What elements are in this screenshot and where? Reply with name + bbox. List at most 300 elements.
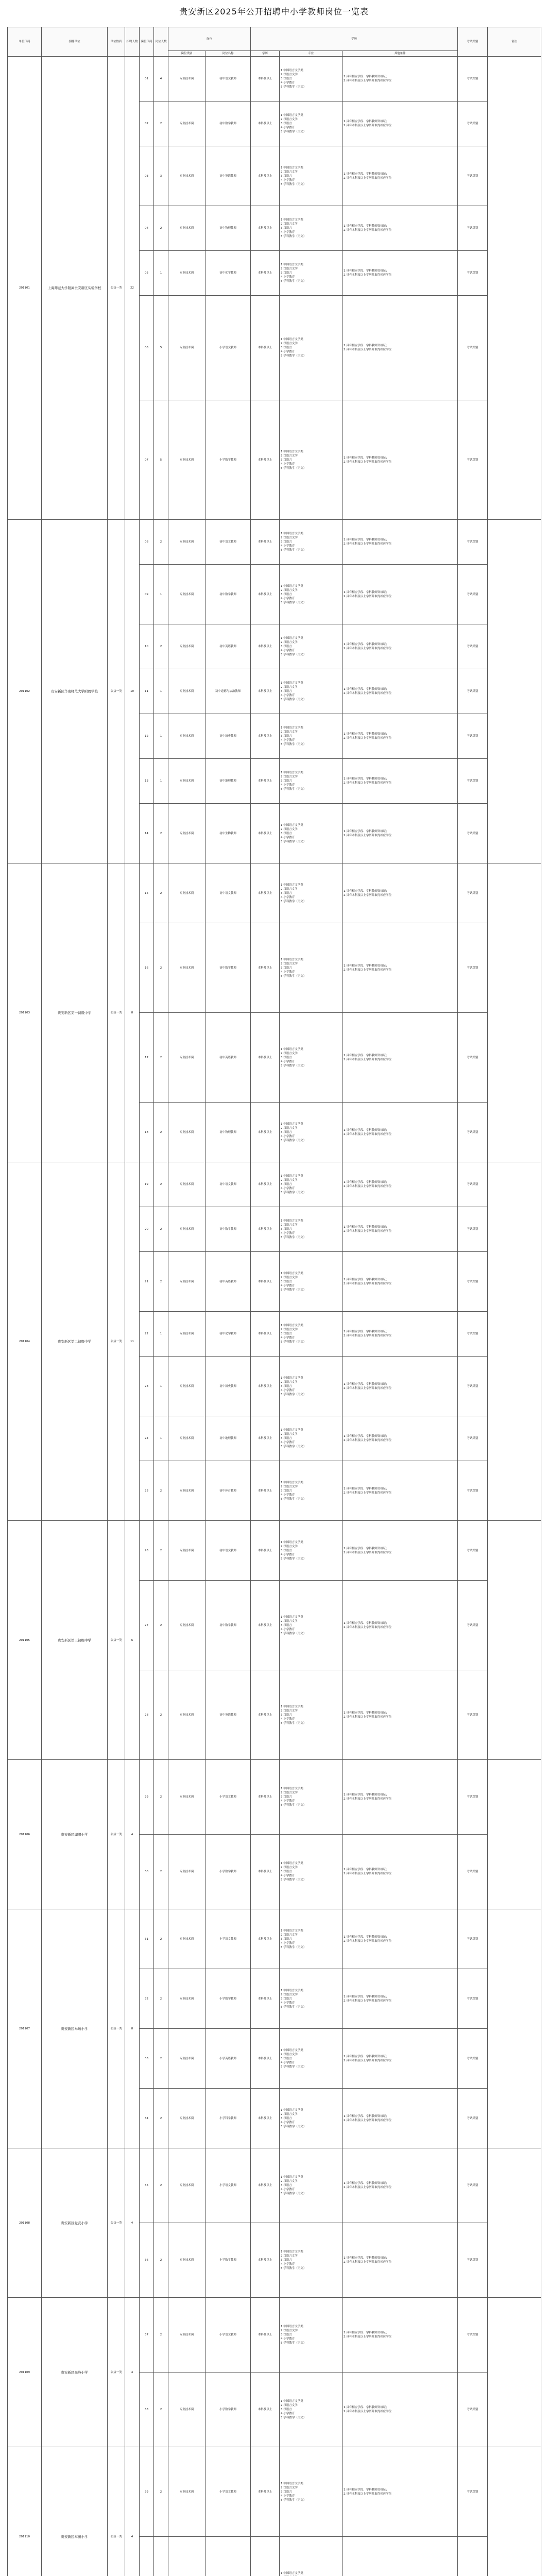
- exam-type-cell: 考试类别: [458, 1835, 488, 1909]
- unit-total-cell: 6: [125, 1521, 140, 1760]
- notes-cell: [488, 1162, 541, 1521]
- post-name-cell: 小学语文教师: [206, 1909, 251, 1969]
- major-cell: 1.中国语言文学类 2.汉语言文学 3.汉语言 4.小学教育 5.学科教学（语文）: [280, 624, 342, 669]
- requirements-cell: 1.具有相应学段、学科教师资格证； 2.具有本科及以上学历并取得相应学位: [342, 57, 458, 101]
- table-body: [8, 57, 541, 2576]
- unit-type-cell: 公益一类: [108, 520, 125, 863]
- document-title: 贵安新区2025年公开招聘中小学教师岗位一览表: [179, 7, 369, 16]
- post-name-cell: 小学数学教师: [206, 1835, 251, 1909]
- education-cell: 本科及以上: [251, 2372, 280, 2447]
- notes-cell: [488, 57, 541, 520]
- post-code-cell: 05: [140, 251, 154, 296]
- major-cell: 1.中国语言文学类 2.汉语言文学 3.汉语言 4.小学教育 5.学科教学（语文）: [280, 1521, 342, 1581]
- post-count-cell: 2: [154, 1162, 168, 1207]
- exam-type-cell: 考试类别: [458, 1357, 488, 1416]
- table-row: [8, 1162, 541, 1207]
- requirements-cell: 1.具有相应学段、学科教师资格证； 2.具有本科及以上学历并取得相应学位: [342, 1162, 458, 1207]
- notes-cell: [488, 2298, 541, 2447]
- table-row: [8, 1760, 541, 1835]
- post-name-cell: 小学语文教师: [206, 1760, 251, 1835]
- header-requirements: 其他条件: [342, 51, 458, 57]
- exam-type-cell: 考试类别: [458, 2447, 488, 2537]
- unit-name-cell: 上海师范大学附属贵安新区实验学校: [42, 57, 108, 520]
- education-cell: 本科及以上: [251, 146, 280, 206]
- exam-type-cell: 考试类别: [458, 863, 488, 923]
- post-name-cell: 小学语文教师: [206, 2298, 251, 2372]
- major-cell: 1.中国语言文学类 2.汉语言文学 3.汉语言 4.小学教育 5.学科教学（语文）: [280, 1207, 342, 1252]
- category-cell: 专业技术岗: [168, 863, 206, 923]
- exam-type-cell: 考试类别: [458, 1312, 488, 1357]
- post-count-cell: 2: [154, 1670, 168, 1760]
- exam-type-cell: 考试类别: [458, 101, 488, 146]
- post-code-cell: 12: [140, 714, 154, 759]
- unit-name-cell: 贵安新区第一初级中学: [42, 863, 108, 1162]
- requirements-cell: 1.具有相应学段、学科教师资格证； 2.具有本科及以上学历并取得相应学位: [342, 923, 458, 1013]
- unit-type-cell: 公益一类: [108, 863, 125, 1162]
- exam-type-cell: 考试类别: [458, 251, 488, 296]
- category-cell: 专业技术岗: [168, 1760, 206, 1835]
- education-cell: 本科及以上: [251, 2447, 280, 2537]
- requirements-cell: 1.具有相应学段、学科教师资格证； 2.具有本科及以上学历并取得相应学位: [342, 2029, 458, 2089]
- requirements-cell: 1.具有相应学段、学科教师资格证； 2.具有本科及以上学历并取得相应学位: [342, 1312, 458, 1357]
- post-code-cell: 11: [140, 669, 154, 714]
- category-cell: 专业技术岗: [168, 669, 206, 714]
- unit-total-cell: 22: [125, 57, 140, 520]
- major-cell: 1.中国语言文学类 2.汉语言文学 3.汉语言 4.小学教育 5.学科教学（语文）: [280, 146, 342, 206]
- post-name-cell: 初中数学教师: [206, 565, 251, 624]
- header-count: 招聘人数: [125, 27, 140, 57]
- exam-type-cell: 考试类别: [458, 1162, 488, 1207]
- unit-code-cell: 201109: [8, 2298, 42, 2447]
- post-name-cell: 初中历史教师: [206, 1357, 251, 1416]
- exam-type-cell: 考试类别: [458, 923, 488, 1013]
- major-cell: 1.中国语言文学类 2.汉语言文学 3.汉语言 4.小学教育 5.学科教学（语文）: [280, 1162, 342, 1207]
- education-cell: 本科及以上: [251, 2148, 280, 2223]
- unit-code-cell: 201102: [8, 520, 42, 863]
- exam-type-cell: 考试类别: [458, 2223, 488, 2298]
- major-cell: 1.中国语言文学类 2.汉语言文学 3.汉语言 4.小学教育 5.学科教学（语文）: [280, 57, 342, 101]
- education-cell: 本科及以上: [251, 923, 280, 1013]
- post-name-cell: 小学数学教师: [206, 2223, 251, 2298]
- unit-type-cell: 公益一类: [108, 1521, 125, 1760]
- exam-type-cell: 考试类别: [458, 1909, 488, 1969]
- post-code-cell: 37: [140, 2298, 154, 2372]
- post-count-cell: 2: [154, 1252, 168, 1312]
- unit-total-cell: 8: [125, 863, 140, 1162]
- header-unit-code: 单位代码: [8, 27, 42, 57]
- category-cell: 专业技术岗: [168, 1252, 206, 1312]
- major-cell: 1.中国语言文学类 2.汉语言文学 3.汉语言 4.小学教育 5.学科教学（语文）: [280, 714, 342, 759]
- major-cell: 1.中国语言文学类 2.汉语言文学 3.汉语言 4.小学教育 5.学科教学（语文）: [280, 2148, 342, 2223]
- category-cell: 专业技术岗: [168, 520, 206, 565]
- requirements-cell: 1.具有相应学段、学科教师资格证； 2.具有本科及以上学历并取得相应学位: [342, 714, 458, 759]
- category-cell: 专业技术岗: [168, 1207, 206, 1252]
- post-code-cell: 10: [140, 624, 154, 669]
- post-name-cell: 小学英语教师: [206, 2029, 251, 2089]
- education-cell: 本科及以上: [251, 1162, 280, 1207]
- category-cell: 专业技术岗: [168, 206, 206, 251]
- post-count-cell: 2: [154, 2372, 168, 2447]
- major-cell: 1.中国语言文学类 2.汉语言文学 3.汉语言 4.小学教育 5.学科教学（语文）: [280, 1835, 342, 1909]
- exam-type-cell: 考试类别: [458, 1461, 488, 1521]
- table-row: [8, 2447, 541, 2537]
- post-code-cell: 34: [140, 2089, 154, 2148]
- category-cell: 专业技术岗: [168, 714, 206, 759]
- post-count-cell: 2: [154, 2029, 168, 2089]
- post-count-cell: 3: [154, 146, 168, 206]
- requirements-cell: 1.具有相应学段、学科教师资格证； 2.具有本科及以上学历并取得相应学位: [342, 1252, 458, 1312]
- post-code-cell: 06: [140, 296, 154, 400]
- education-cell: 本科及以上: [251, 2223, 280, 2298]
- major-cell: 1.中国语言文学类 2.汉语言文学 3.汉语言 4.小学教育 5.学科教学（语文）: [280, 1013, 342, 1103]
- post-name-cell: 小学语文教师: [206, 2447, 251, 2537]
- education-cell: 本科及以上: [251, 2029, 280, 2089]
- post-count-cell: 2: [154, 1581, 168, 1670]
- post-count-cell: 2: [154, 101, 168, 146]
- exam-type-cell: 考试类别: [458, 669, 488, 714]
- exam-type-cell: 考试类别: [458, 1670, 488, 1760]
- post-count-cell: 2: [154, 1207, 168, 1252]
- post-name-cell: 初中数学教师: [206, 101, 251, 146]
- major-cell: 1.中国语言文学类: [280, 2537, 342, 2576]
- header-exam-type: 考试类别: [458, 27, 488, 57]
- requirements-cell: 1.具有相应学段、学科教师资格证； 2.具有本科及以上学历并取得相应学位: [342, 1760, 458, 1835]
- post-count-cell: 1: [154, 1416, 168, 1461]
- education-cell: 本科及以上: [251, 1252, 280, 1312]
- education-cell: 本科及以上: [251, 1670, 280, 1760]
- education-cell: 本科及以上: [251, 296, 280, 400]
- requirements-cell: 1.具有相应学段、学科教师资格证； 2.具有本科及以上学历并取得相应学位: [342, 1103, 458, 1162]
- requirements-cell: 1.具有相应学段、学科教师资格证； 2.具有本科及以上学历并取得相应学位: [342, 101, 458, 146]
- table-row: [8, 1909, 541, 1969]
- post-count-cell: 5: [154, 296, 168, 400]
- unit-type-cell: 公益一类: [108, 1162, 125, 1521]
- requirements-cell: [342, 2537, 458, 2576]
- post-code-cell: 38: [140, 2372, 154, 2447]
- category-cell: 专业技术岗: [168, 2089, 206, 2148]
- category-cell: 专业技术岗: [168, 1581, 206, 1670]
- unit-type-cell: 公益一类: [108, 57, 125, 520]
- exam-type-cell: 考试类别: [458, 624, 488, 669]
- requirements-cell: 1.具有相应学段、学科教师资格证； 2.具有本科及以上学历并取得相应学位: [342, 2223, 458, 2298]
- exam-type-cell: 考试类别: [458, 2029, 488, 2089]
- education-cell: 本科及以上: [251, 1461, 280, 1521]
- education-cell: 本科及以上: [251, 624, 280, 669]
- post-code-cell: 04: [140, 206, 154, 251]
- unit-total-cell: 4: [125, 2447, 140, 2576]
- exam-type-cell: 考试类别: [458, 296, 488, 400]
- unit-type-cell: 公益一类: [108, 1760, 125, 1909]
- unit-code-cell: 201105: [8, 1521, 42, 1760]
- requirements-cell: 1.具有相应学段、学科教师资格证； 2.具有本科及以上学历并取得相应学位: [342, 863, 458, 923]
- post-name-cell: 初中物理教师: [206, 1103, 251, 1162]
- post-name-cell: 初中物理教师: [206, 206, 251, 251]
- exam-type-cell: 考试类别: [458, 1416, 488, 1461]
- unit-total-cell: 4: [125, 1760, 140, 1909]
- requirements-cell: 1.具有相应学段、学科教师资格证； 2.具有本科及以上学历并取得相应学位: [342, 2372, 458, 2447]
- notes-cell: [488, 1521, 541, 1760]
- requirements-cell: 1.具有相应学段、学科教师资格证； 2.具有本科及以上学历并取得相应学位: [342, 2298, 458, 2372]
- post-count-cell: 2: [154, 863, 168, 923]
- post-name-cell: 初中语文教师: [206, 1521, 251, 1581]
- post-code-cell: 27: [140, 1581, 154, 1670]
- requirements-cell: 1.具有相应学段、学科教师资格证； 2.具有本科及以上学历并取得相应学位: [342, 1581, 458, 1670]
- category-cell: 专业技术岗: [168, 2148, 206, 2223]
- post-code-cell: 22: [140, 1312, 154, 1357]
- exam-type-cell: 考试类别: [458, 2148, 488, 2223]
- unit-total-cell: 11: [125, 1162, 140, 1521]
- education-cell: 本科及以上: [251, 804, 280, 863]
- education-cell: 本科及以上: [251, 251, 280, 296]
- major-cell: 1.中国语言文学类 2.汉语言文学 3.汉语言 4.小学教育 5.学科教学（语文）: [280, 520, 342, 565]
- notes-cell: [488, 520, 541, 863]
- exam-type-cell: 考试类别: [458, 565, 488, 624]
- post-code-cell: 24: [140, 1416, 154, 1461]
- major-cell: 1.中国语言文学类 2.汉语言文学 3.汉语言 4.小学教育 5.学科教学（语文）: [280, 1252, 342, 1312]
- requirements-cell: 1.具有相应学段、学科教师资格证； 2.具有本科及以上学历并取得相应学位: [342, 1461, 458, 1521]
- header-category: 岗位类别: [168, 51, 206, 57]
- unit-name-cell: 贵安新区第二初级中学: [42, 1162, 108, 1521]
- requirements-cell: 1.具有相应学段、学科教师资格证； 2.具有本科及以上学历并取得相应学位: [342, 1969, 458, 2029]
- table-row: [8, 2298, 541, 2372]
- post-name-cell: 小学语文教师: [206, 2148, 251, 2223]
- post-code-cell: 36: [140, 2223, 154, 2298]
- post-code-cell: [140, 2537, 154, 2576]
- post-code-cell: 28: [140, 1670, 154, 1760]
- post-code-cell: 30: [140, 1835, 154, 1909]
- post-count-cell: 2: [154, 1013, 168, 1103]
- education-cell: 本科及以上: [251, 520, 280, 565]
- exam-type-cell: 考试类别: [458, 1103, 488, 1162]
- category-cell: 专业技术岗: [168, 1103, 206, 1162]
- unit-code-cell: 201103: [8, 863, 42, 1162]
- major-cell: 1.中国语言文学类 2.汉语言文学 3.汉语言 4.小学教育 5.学科教学（语文）: [280, 1670, 342, 1760]
- exam-type-cell: 考试类别: [458, 206, 488, 251]
- post-count-cell: 2: [154, 2447, 168, 2537]
- post-count-cell: 1: [154, 251, 168, 296]
- post-count-cell: 2: [154, 2223, 168, 2298]
- exam-type-cell: 考试类别: [458, 520, 488, 565]
- post-code-cell: 33: [140, 2029, 154, 2089]
- major-cell: 1.中国语言文学类 2.汉语言文学 3.汉语言 4.小学教育 5.学科教学（语文）: [280, 1416, 342, 1461]
- exam-type-cell: 考试类别: [458, 57, 488, 101]
- requirements-cell: 1.具有相应学段、学科教师资格证； 2.具有本科及以上学历并取得相应学位: [342, 2148, 458, 2223]
- post-count-cell: 4: [154, 57, 168, 101]
- unit-code-cell: 201107: [8, 1909, 42, 2148]
- post-count-cell: 1: [154, 1357, 168, 1416]
- requirements-cell: 1.具有相应学段、学科教师资格证； 2.具有本科及以上学历并取得相应学位: [342, 1521, 458, 1581]
- post-name-cell: 初中数学教师: [206, 1207, 251, 1252]
- post-name-cell: 小学数学教师: [206, 400, 251, 520]
- post-count-cell: 1: [154, 669, 168, 714]
- unit-code-cell: 201101: [8, 57, 42, 520]
- requirements-cell: 1.具有相应学段、学科教师资格证； 2.具有本科及以上学历并取得相应学位: [342, 251, 458, 296]
- category-cell: 专业技术岗: [168, 759, 206, 804]
- post-count-cell: 1: [154, 759, 168, 804]
- post-code-cell: 35: [140, 2148, 154, 2223]
- unit-name-cell: 贵安新区高峰小学: [42, 2298, 108, 2447]
- post-count-cell: 2: [154, 2089, 168, 2148]
- category-cell: 专业技术岗: [168, 1162, 206, 1207]
- education-cell: 本科及以上: [251, 101, 280, 146]
- unit-total-cell: 4: [125, 2148, 140, 2298]
- category-cell: 专业技术岗: [168, 1670, 206, 1760]
- requirements-cell: 1.具有相应学段、学科教师资格证； 2.具有本科及以上学历并取得相应学位: [342, 400, 458, 520]
- major-cell: 1.中国语言文学类 2.汉语言文学 3.汉语言 4.小学教育 5.学科教学（语文）: [280, 1909, 342, 1969]
- post-name-cell: 初中化学教师: [206, 1312, 251, 1357]
- major-cell: 1.中国语言文学类 2.汉语言文学 3.汉语言 4.小学教育 5.学科教学（语文）: [280, 2223, 342, 2298]
- category-cell: 专业技术岗: [168, 1909, 206, 1969]
- exam-type-cell: 考试类别: [458, 1013, 488, 1103]
- post-name-cell: 初中语文教师: [206, 57, 251, 101]
- notes-cell: [488, 863, 541, 1162]
- post-code-cell: 19: [140, 1162, 154, 1207]
- major-cell: 1.中国语言文学类 2.汉语言文学 3.汉语言 4.小学教育 5.学科教学（语文）: [280, 669, 342, 714]
- post-name-cell: 初中地理教师: [206, 759, 251, 804]
- requirements-cell: 1.具有相应学段、学科教师资格证； 2.具有本科及以上学历并取得相应学位: [342, 1357, 458, 1416]
- table-row: [8, 863, 541, 923]
- category-cell: 专业技术岗: [168, 1521, 206, 1581]
- exam-type-cell: 考试类别: [458, 1581, 488, 1670]
- unit-name-cell: 贵安新区湖潮小学: [42, 1760, 108, 1909]
- post-name-cell: 初中语文教师: [206, 520, 251, 565]
- category-cell: 专业技术岗: [168, 2029, 206, 2089]
- requirements-cell: 1.具有相应学段、学科教师资格证； 2.具有本科及以上学历并取得相应学位: [342, 1416, 458, 1461]
- exam-type-cell: [458, 2537, 488, 2576]
- education-cell: 本科及以上: [251, 1312, 280, 1357]
- major-cell: 1.中国语言文学类 2.汉语言文学 3.汉语言 4.小学教育 5.学科教学（语文）: [280, 759, 342, 804]
- notes-cell: [488, 1760, 541, 1909]
- education-cell: 本科及以上: [251, 57, 280, 101]
- requirements-cell: 1.具有相应学段、学科教师资格证； 2.具有本科及以上学历并取得相应学位: [342, 146, 458, 206]
- unit-name-cell: 贵安新区党武小学: [42, 2148, 108, 2298]
- unit-type-cell: 公益一类: [108, 1909, 125, 2148]
- requirements-cell: 1.具有相应学段、学科教师资格证； 2.具有本科及以上学历并取得相应学位: [342, 1013, 458, 1103]
- post-name-cell: 小学数学教师: [206, 2372, 251, 2447]
- major-cell: 1.中国语言文学类 2.汉语言文学 3.汉语言 4.小学教育 5.学科教学（语文）: [280, 1103, 342, 1162]
- post-name-cell: 初中英语教师: [206, 1252, 251, 1312]
- post-code-cell: 25: [140, 1461, 154, 1521]
- requirements-cell: 1.具有相应学段、学科教师资格证； 2.具有本科及以上学历并取得相应学位: [342, 804, 458, 863]
- category-cell: 专业技术岗: [168, 296, 206, 400]
- document-sheet: [7, 5, 541, 2576]
- post-count-cell: 2: [154, 206, 168, 251]
- table-row: [8, 520, 541, 565]
- unit-code-cell: 201104: [8, 1162, 42, 1521]
- requirements-cell: 1.具有相应学段、学科教师资格证； 2.具有本科及以上学历并取得相应学位: [342, 520, 458, 565]
- major-cell: 1.中国语言文学类 2.汉语言文学 3.汉语言 4.小学教育 5.学科教学（语文）: [280, 1357, 342, 1416]
- post-name-cell: 初中英语教师: [206, 624, 251, 669]
- major-cell: 1.中国语言文学类 2.汉语言文学 3.汉语言 4.小学教育 5.学科教学（语文）: [280, 400, 342, 520]
- post-name-cell: 初中语文教师: [206, 863, 251, 923]
- unit-name-cell: 贵安新区马场小学: [42, 1909, 108, 2148]
- category-cell: 专业技术岗: [168, 2223, 206, 2298]
- education-cell: 本科及以上: [251, 565, 280, 624]
- exam-type-cell: 考试类别: [458, 1207, 488, 1252]
- exam-type-cell: 考试类别: [458, 1969, 488, 2029]
- table-row: [8, 57, 541, 101]
- post-count-cell: 1: [154, 1312, 168, 1357]
- major-cell: 1.中国语言文学类 2.汉语言文学 3.汉语言 4.小学教育 5.学科教学（语文）: [280, 1581, 342, 1670]
- header-post-name: 岗位名称: [206, 51, 251, 57]
- exam-type-cell: 考试类别: [458, 1760, 488, 1835]
- exam-type-cell: 考试类别: [458, 2298, 488, 2372]
- category-cell: 专业技术岗: [168, 1461, 206, 1521]
- major-cell: 1.中国语言文学类 2.汉语言文学 3.汉语言 4.小学教育 5.学科教学（语文）: [280, 1312, 342, 1357]
- notes-cell: [488, 2447, 541, 2576]
- category-cell: 专业技术岗: [168, 400, 206, 520]
- table-row: [8, 1521, 541, 1581]
- category-cell: 专业技术岗: [168, 624, 206, 669]
- major-cell: 1.中国语言文学类 2.汉语言文学 3.汉语言 4.小学教育 5.学科教学（语文）: [280, 1969, 342, 2029]
- exam-type-cell: 考试类别: [458, 400, 488, 520]
- major-cell: 1.中国语言文学类 2.汉语言文学 3.汉语言 4.小学教育 5.学科教学（语文）: [280, 2029, 342, 2089]
- post-name-cell: 初中历史教师: [206, 714, 251, 759]
- post-name-cell: 初中语文教师: [206, 1162, 251, 1207]
- post-name-cell: 初中英语教师: [206, 1670, 251, 1760]
- table-row: [8, 2148, 541, 2223]
- post-count-cell: 2: [154, 2298, 168, 2372]
- major-cell: 1.中国语言文学类 2.汉语言文学 3.汉语言 4.小学教育 5.学科教学（语文）: [280, 2298, 342, 2372]
- category-cell: [168, 2537, 206, 2576]
- requirements-cell: 1.具有相应学段、学科教师资格证； 2.具有本科及以上学历并取得相应学位: [342, 759, 458, 804]
- post-code-cell: 03: [140, 146, 154, 206]
- exam-type-cell: 考试类别: [458, 1521, 488, 1581]
- post-code-cell: 15: [140, 863, 154, 923]
- education-cell: [251, 2537, 280, 2576]
- post-code-cell: 21: [140, 1252, 154, 1312]
- post-count-cell: 2: [154, 1103, 168, 1162]
- post-name-cell: 初中地理教师: [206, 1416, 251, 1461]
- post-name-cell: 初中道德与法治教师: [206, 669, 251, 714]
- post-code-cell: 32: [140, 1969, 154, 2029]
- education-cell: 本科及以上: [251, 714, 280, 759]
- education-cell: 本科及以上: [251, 1521, 280, 1581]
- major-cell: 1.中国语言文学类 2.汉语言文学 3.汉语言 4.小学教育 5.学科教学（语文）: [280, 804, 342, 863]
- post-code-cell: 23: [140, 1357, 154, 1416]
- post-code-cell: 26: [140, 1521, 154, 1581]
- major-cell: 1.中国语言文学类 2.汉语言文学 3.汉语言 4.小学教育 5.学科教学（语文）: [280, 101, 342, 146]
- positions-table: [7, 27, 541, 2576]
- post-code-cell: 16: [140, 923, 154, 1013]
- education-cell: 本科及以上: [251, 669, 280, 714]
- unit-name-cell: 贵安新区车田小学: [42, 2447, 108, 2576]
- post-code-cell: 02: [140, 101, 154, 146]
- category-cell: 专业技术岗: [168, 2372, 206, 2447]
- post-code-cell: 08: [140, 520, 154, 565]
- requirements-cell: 1.具有相应学段、学科教师资格证； 2.具有本科及以上学历并取得相应学位: [342, 1670, 458, 1760]
- header-unit-type: 单位性质: [108, 27, 125, 57]
- header-major: 专业: [280, 51, 342, 57]
- post-count-cell: 2: [154, 1521, 168, 1581]
- education-cell: 本科及以上: [251, 863, 280, 923]
- unit-total-cell: 10: [125, 520, 140, 863]
- category-cell: 专业技术岗: [168, 1312, 206, 1357]
- notes-cell: [488, 2148, 541, 2298]
- category-cell: 专业技术岗: [168, 923, 206, 1013]
- post-name-cell: 小学语文教师: [206, 296, 251, 400]
- post-count-cell: 2: [154, 923, 168, 1013]
- post-code-cell: 01: [140, 57, 154, 101]
- post-code-cell: 18: [140, 1103, 154, 1162]
- education-cell: 本科及以上: [251, 1581, 280, 1670]
- education-cell: 本科及以上: [251, 2298, 280, 2372]
- post-code-cell: 09: [140, 565, 154, 624]
- education-cell: 本科及以上: [251, 1357, 280, 1416]
- exam-type-cell: 考试类别: [458, 804, 488, 863]
- requirements-cell: 1.具有相应学段、学科教师资格证； 2.具有本科及以上学历并取得相应学位: [342, 2089, 458, 2148]
- post-name-cell: 初中生物教师: [206, 804, 251, 863]
